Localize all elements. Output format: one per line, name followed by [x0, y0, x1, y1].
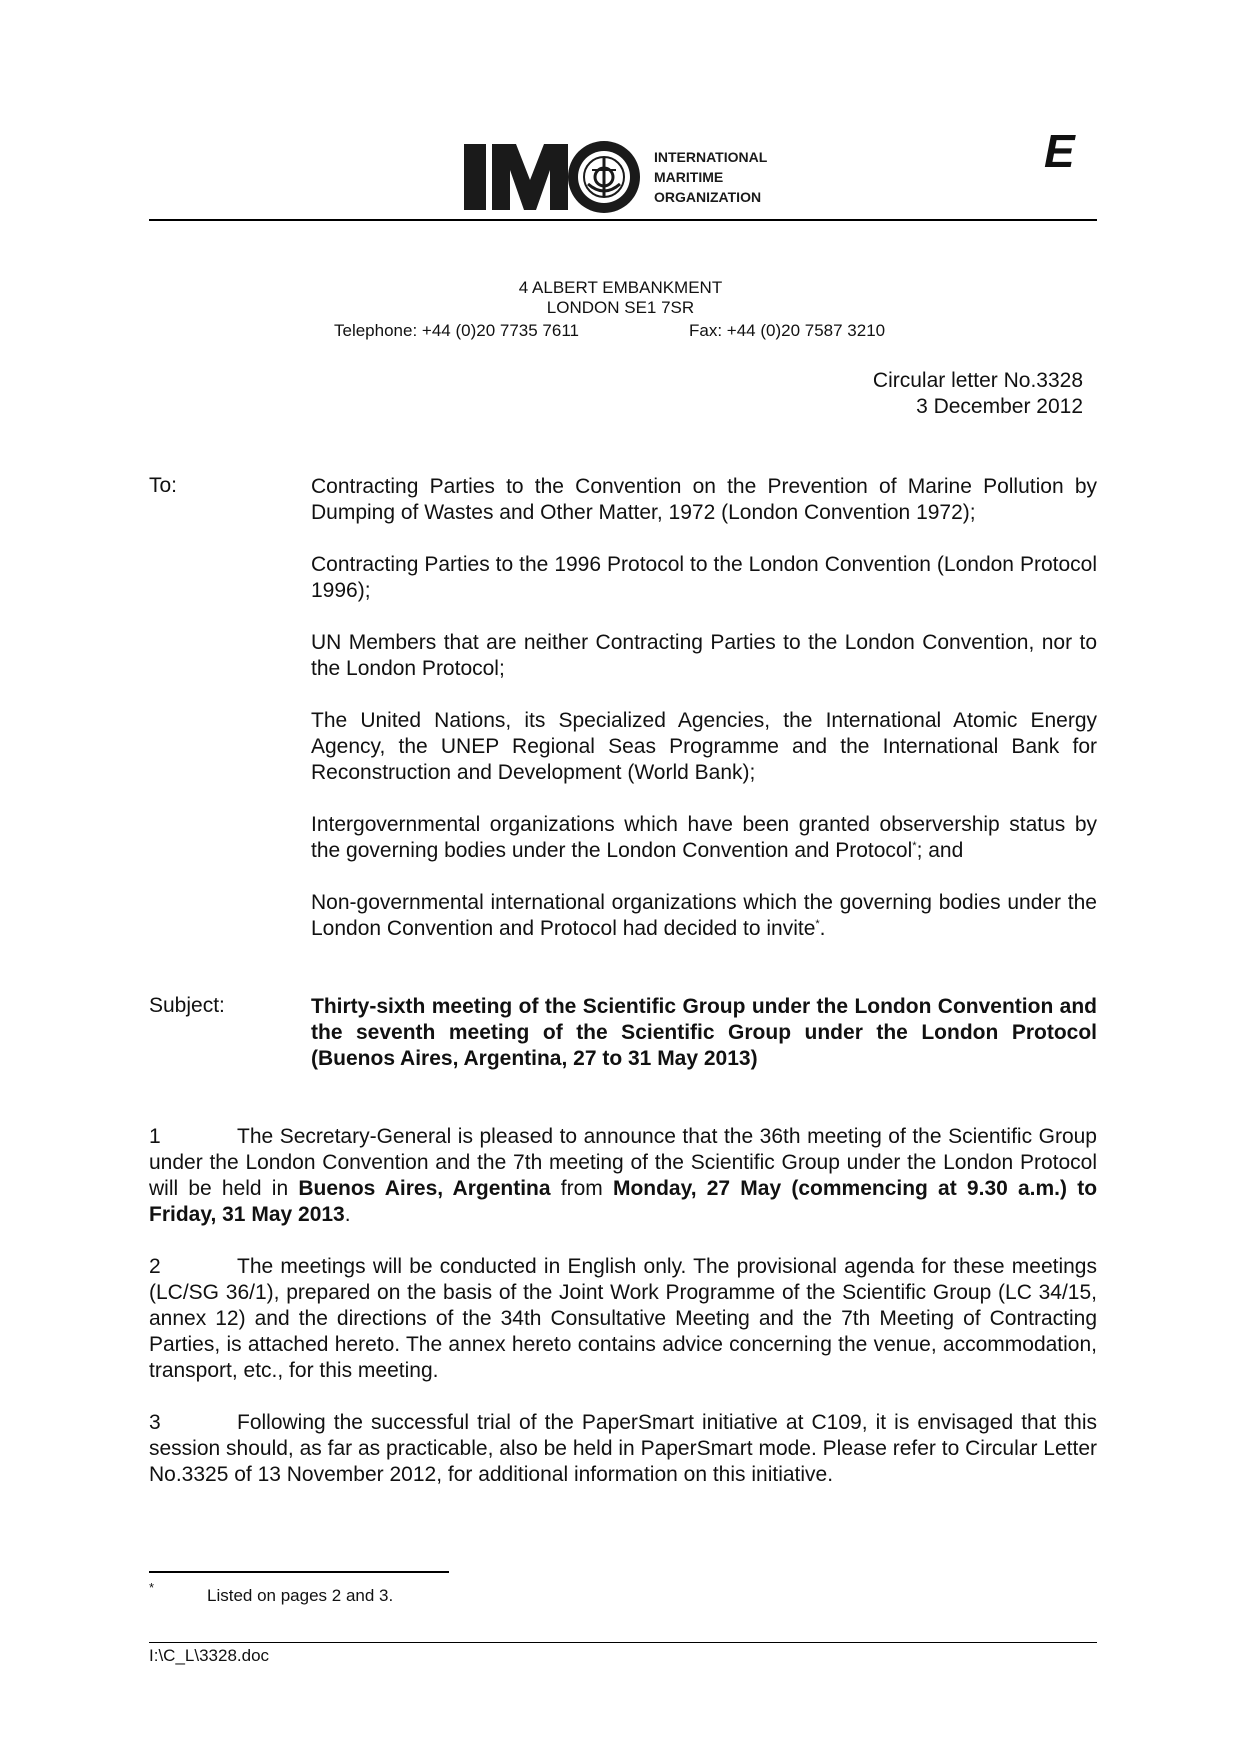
recipient-5 — [311, 812, 1097, 864]
logo-letter-i — [464, 144, 486, 210]
footnote-ref: * — [912, 840, 917, 852]
paragraph-text: The Secretary-General is pleased to announce that the 36th meeting of the Scientific Group under the London Convention and the 7th meeting of the Scientific Group under the London Protocol will be held in — [149, 1125, 1097, 1200]
org-name-line-3: ORGANIZATION — [654, 189, 762, 205]
recipient-6-text: Non-governmental international organizations which the governing bodies under the London Convention and Protocol had decided to invite — [311, 891, 1097, 940]
paragraph-number: 2 — [149, 1255, 161, 1278]
recipient-3: UN Members that are neither Contracting Parties to the London Convention, nor to the London Protocol; — [311, 631, 1097, 680]
paragraph-number: 1 — [149, 1125, 161, 1148]
subject-text — [311, 994, 1097, 1072]
paragraph-1 — [149, 1124, 1097, 1228]
paragraph-3 — [149, 1410, 1097, 1488]
recipient-2: Contracting Parties to the 1996 Protocol to the London Convention (London Protocol 1996); — [311, 553, 1097, 602]
address-street: 4 ALBERT EMBANKMENT — [518, 278, 723, 297]
paragraph-text: Following the successful trial of the PaperSmart initiative at C109, it is envisaged that this session should, as far as practicable, also be held in PaperSmart mode. Please refer to Circular Letter No.3325 of 13 November 2012, for additional information on this initiative. — [149, 1411, 1097, 1486]
footnote-text: Listed on pages 2 and 3. — [207, 1586, 394, 1605]
recipient-1: Contracting Parties to the Convention on the Prevention of Marine Pollution by Dumping of Wastes and Other Matter, 1972 (London Convention 1972); — [311, 475, 1097, 524]
org-name-line-1: INTERNATIONAL — [654, 149, 768, 165]
footnote-marker: * — [149, 1580, 155, 1595]
circular-number: Circular letter No.3328 — [872, 369, 1083, 392]
language-mark: E — [1044, 125, 1075, 177]
paragraph-2 — [149, 1254, 1097, 1384]
paragraph-text: . — [344, 1203, 351, 1226]
address-city: LONDON SE1 7SR — [546, 298, 695, 317]
recipient-6 — [311, 890, 1097, 942]
paragraph-bold: Buenos Aires, Argentina — [298, 1177, 551, 1200]
subject-title: Thirty-sixth meeting of the Scientific Group under the London Convention and the seventh meeting of the Scientific Group under the London Protocol (Buenos Aires, Argentina, 27 to 31 May 2013) — [311, 995, 1097, 1070]
recipient-4: The United Nations, its Specialized Agencies, the International Atomic Energy Agency, the UNEP Regional Seas Programme and the International Bank for Reconstruction and Development (World Bank); — [311, 709, 1097, 784]
file-path: I:\C_L\3328.doc — [149, 1646, 270, 1665]
paragraph-text: The meetings will be conducted in English only. The provisional agenda for these meetings (LC/SG 36/1), prepared on the basis of the Joint Work Programme of the Scientific Group (LC 34/15, annex 12) and the directions of the 34th Consultative Meeting and the 7th Meeting of Contracting Parties, is attached hereto. The annex hereto contains advice concerning the venue, accommodation, transport, etc., for this meeting. — [149, 1255, 1097, 1382]
recipient-5-text: Intergovernmental organizations which have been granted observership status by the governing bodies under the London Convention and Protocol — [311, 813, 1097, 862]
address-fax: Fax: +44 (0)20 7587 3210 — [689, 321, 886, 340]
subject-label: Subject: — [149, 994, 225, 1017]
paragraph-number: 3 — [149, 1411, 161, 1434]
logo-letter-m — [492, 144, 568, 210]
header-divider — [149, 219, 1097, 221]
recipient-6-suffix: . — [819, 917, 826, 940]
to-label: To: — [149, 474, 178, 497]
paragraph-bold: Monday, 27 May (commencing at 9.30 a.m.) to Friday, 31 May 2013 — [149, 1177, 1098, 1226]
paragraph-text: from — [550, 1177, 613, 1200]
footer-divider — [149, 1642, 1097, 1643]
footnote-ref: * — [815, 918, 820, 930]
org-name-line-2: MARITIME — [654, 169, 724, 185]
imo-logo — [464, 136, 824, 216]
footnote-divider — [149, 1571, 449, 1573]
recipient-5-suffix: ; and — [916, 839, 964, 862]
address-telephone: Telephone: +44 (0)20 7735 7611 — [334, 321, 579, 340]
circular-date: 3 December 2012 — [916, 395, 1083, 418]
